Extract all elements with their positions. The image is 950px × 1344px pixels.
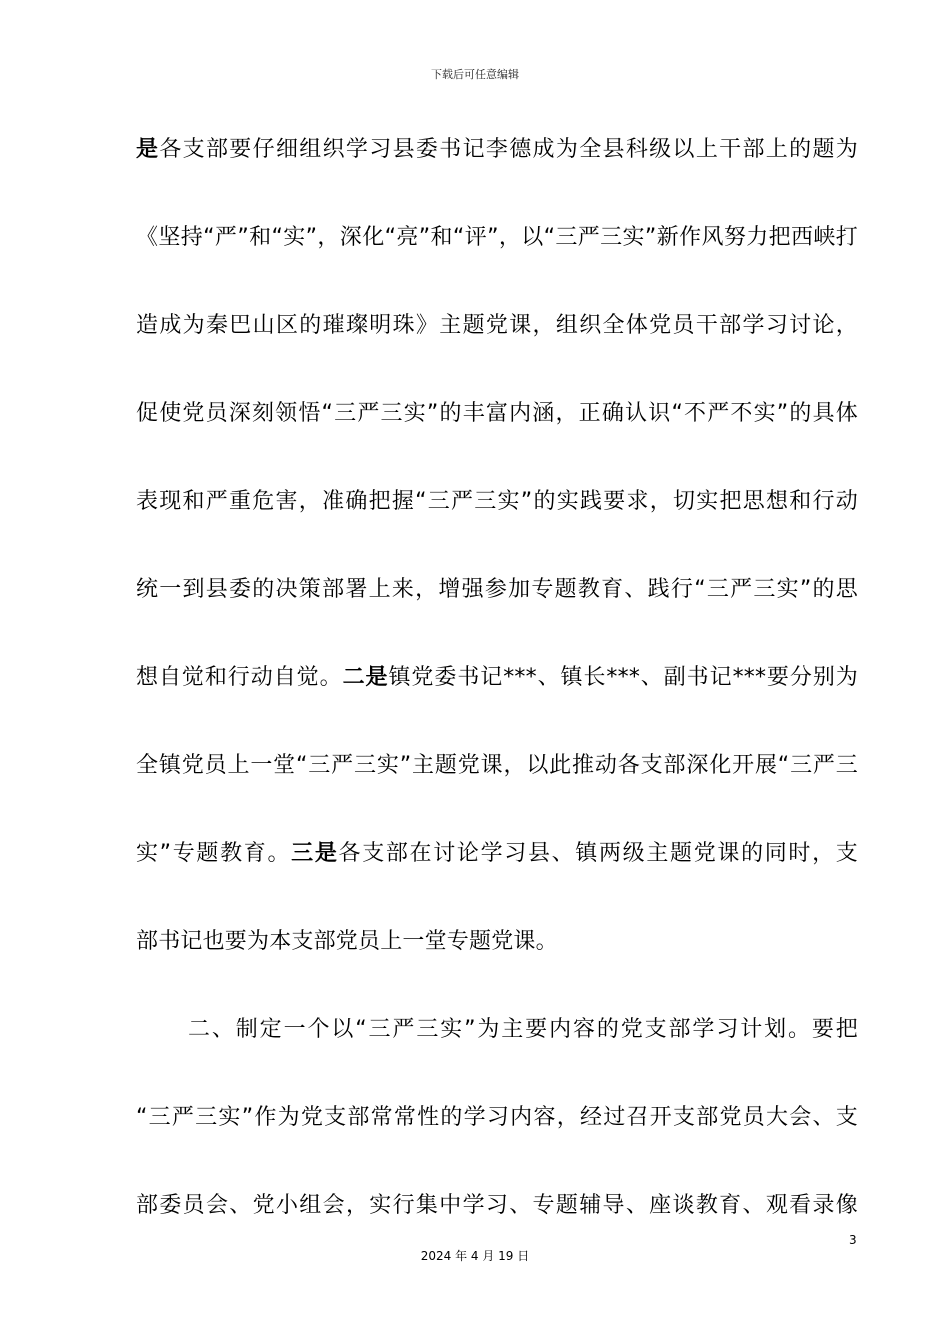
text-line: 二、制定一个以“三严三实”为主要内容的党支部学习计划。要把 bbox=[188, 1017, 858, 1042]
text-line: 促使党员深刻领悟“三严三实”的丰富内涵，正确认识“不严不实”的具体 bbox=[136, 401, 858, 426]
page-header: 下载后可任意编辑 bbox=[431, 68, 519, 81]
page-footer-date: 2024 年 4 月 19 日 bbox=[420, 1249, 530, 1263]
text-line: “三严三实”作为党支部常常性的学习内容，经过召开支部党员大会、支 bbox=[136, 1105, 858, 1130]
text-line: 部书记也要为本支部党员上一堂专题党课。 bbox=[136, 929, 558, 954]
page-number: 3 bbox=[849, 1233, 857, 1247]
document-body bbox=[136, 128, 858, 1272]
text-line: 想自觉和行动自觉。二是镇党委书记***、镇长***、副书记***要分别为 bbox=[136, 665, 858, 690]
text-line: 《坚持“严”和“实”，深化“亮”和“评”，以“三严三实”新作风努力把西峡打 bbox=[136, 225, 858, 250]
text-line: 是各支部要仔细组织学习县委书记李德成为全县科级以上干部上的题为 bbox=[136, 137, 858, 162]
text-line: 实”专题教育。三是各支部在讨论学习县、镇两级主题党课的同时，支 bbox=[136, 841, 858, 866]
bold-ordinal: 三是 bbox=[291, 841, 339, 866]
text-line: 造成为秦巴山区的璀璨明珠》主题党课，组织全体党员干部学习讨论， bbox=[136, 313, 858, 338]
text-line: 全镇党员上一堂“三严三实”主题党课，以此推动各支部深化开展“三严三 bbox=[136, 753, 858, 778]
bold-ordinal: 是 bbox=[136, 137, 160, 162]
bold-ordinal: 二是 bbox=[342, 665, 389, 690]
text-line: 统一到县委的决策部署上来，增强参加专题教育、践行“三严三实”的思 bbox=[136, 577, 858, 602]
text-line: 部委员会、党小组会，实行集中学习、专题辅导、座谈教育、观看录像 bbox=[136, 1193, 858, 1218]
text-line: 表现和严重危害，准确把握“三严三实”的实践要求，切实把思想和行动 bbox=[136, 489, 858, 514]
